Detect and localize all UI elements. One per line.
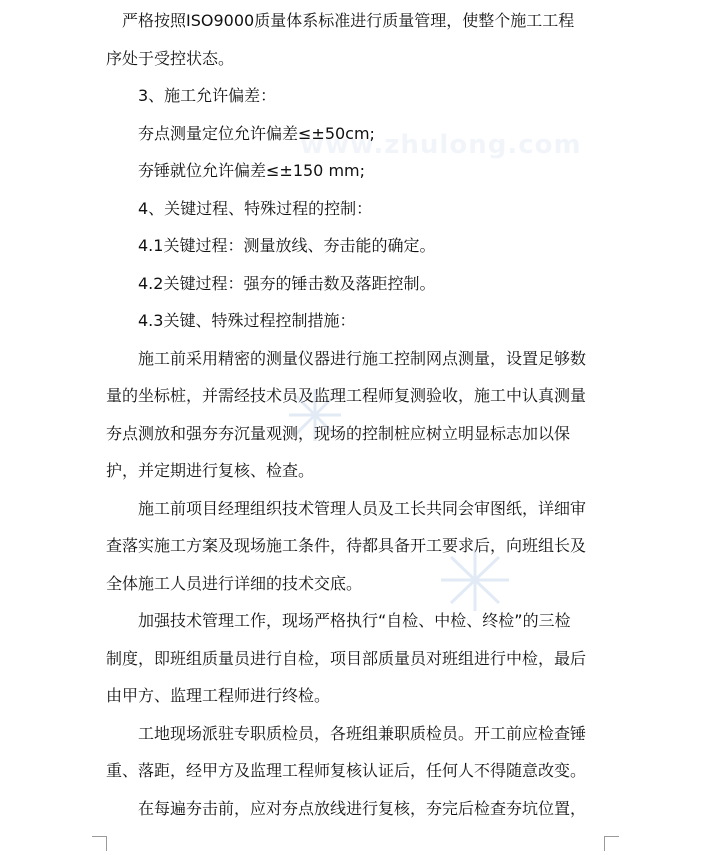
text-line-20: 工地现场派驻专职质检员，各班组兼职质检员。开工前应检查锤 — [106, 723, 587, 743]
section-3-heading: 3、施工允许偏差： — [106, 86, 277, 105]
text-line-11: 量的坐标桩，并需经技术员及监理工程师复测验收，施工中认真测量 — [106, 386, 587, 405]
section-4-2: 4.2关键过程：强夯的锤击数及落距控制。 — [106, 273, 436, 293]
text-line-19: 由甲方、监理工程师进行终检。 — [106, 686, 331, 705]
page-corner-mark-left — [92, 836, 107, 851]
text-line-21: 重、落距，经甲方及监理工程师复核认证后，任何人不得随意改变。 — [106, 761, 587, 780]
text-line-14: 施工前项目经理组织技术管理人员及工长共同会审图纸，详细审 — [106, 498, 587, 518]
text-line-17: 加强技术管理工作，现场严格执行“自检、中检、终检”的三检 — [106, 611, 571, 630]
text-line-22: 在每遍夯击前，应对夯点放线进行复核，夯完后检查夯坑位置， — [106, 798, 587, 818]
section-4-1: 4.1关键过程：测量放线、夯击能的确定。 — [106, 236, 436, 255]
text-line-5: 夯锤就位允许偏差≤±150 mm; — [106, 161, 366, 180]
text-line-18: 制度，即班组质量员进行自检，项目部质量员对班组进行中检，最后 — [106, 648, 587, 668]
page-corner-mark-right — [604, 836, 619, 851]
text-line-2: 序处于受控状态。 — [106, 48, 235, 68]
text-line-13: 护，并定期进行复核、检查。 — [106, 461, 315, 480]
text-line-1: 严格按照ISO9000质量体系标准进行质量管理，使整个施工工程 — [106, 11, 575, 30]
text-line-16: 全体施工人员进行详细的技术交底。 — [106, 573, 363, 593]
section-4-heading: 4、关键过程、特殊过程的控制： — [106, 198, 373, 218]
text-line-15: 查落实施工方案及现场施工条件，待都具备开工要求后，向班组长及 — [106, 536, 587, 555]
text-line-10: 施工前采用精密的测量仪器进行施工控制网点测量，设置足够数 — [106, 348, 587, 368]
document-body — [106, 0, 604, 827]
text-line-4: 夯点测量定位允许偏差≤±50cm; — [106, 123, 375, 143]
watermark-text: www.zhulong.com — [300, 130, 582, 160]
text-line-12: 夯点测放和强夯夯沉量观测，现场的控制桩应树立明显标志加以保 — [106, 423, 571, 443]
section-4-3: 4.3关键、特殊过程控制措施： — [106, 311, 356, 330]
